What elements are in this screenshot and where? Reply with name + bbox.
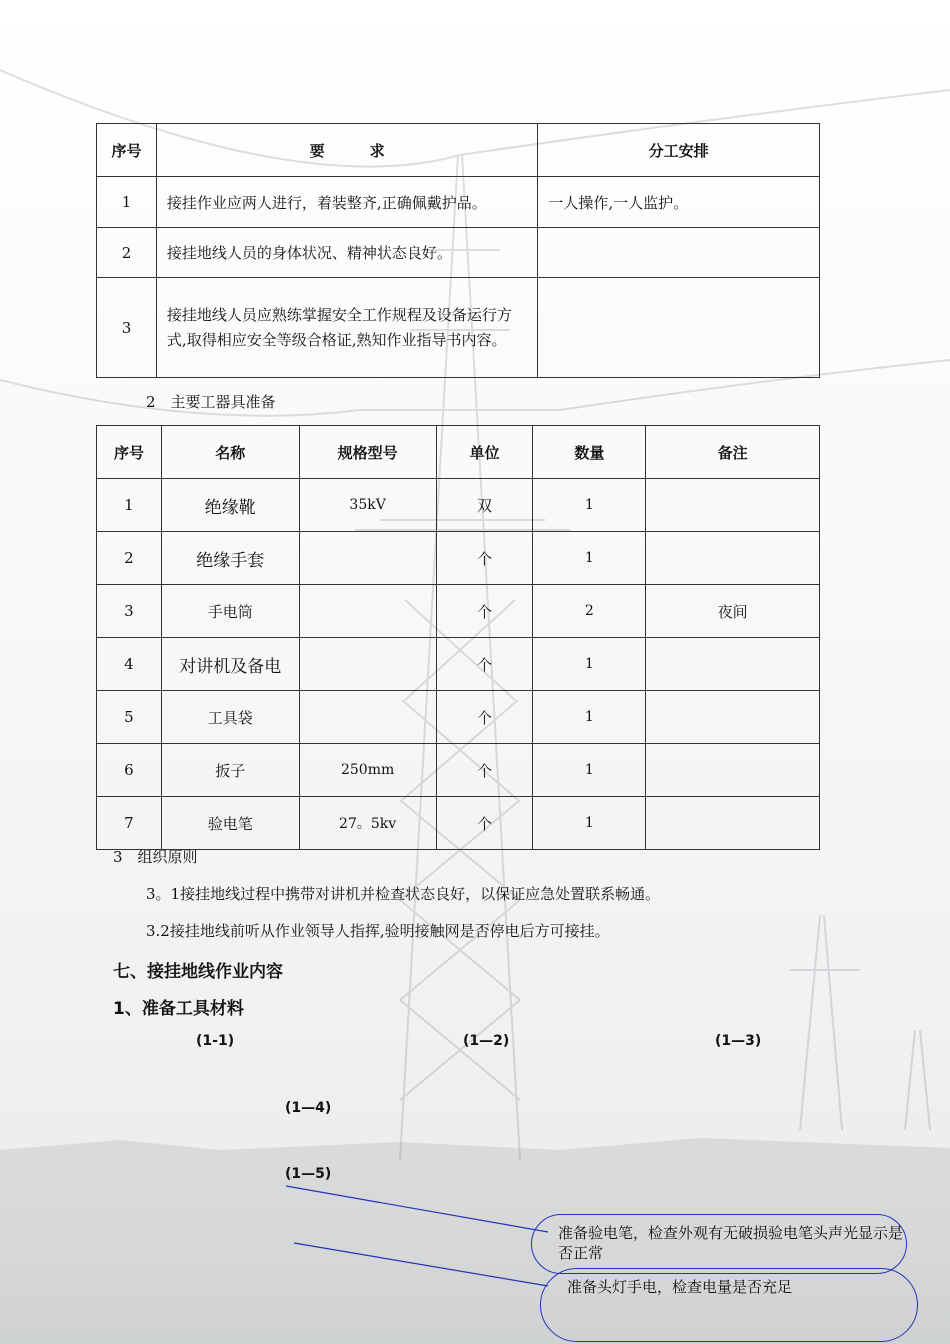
figure-label-1-5: (1—5) (285, 1166, 332, 1182)
row-unit: 个 (436, 532, 533, 585)
row-unit: 个 (436, 585, 533, 638)
col-header-qty: 数量 (533, 426, 646, 479)
row-num: 4 (97, 638, 162, 691)
row-qty: 1 (533, 744, 646, 797)
row-unit: 个 (436, 744, 533, 797)
row-qty: 1 (533, 638, 646, 691)
col-header-name: 名称 (161, 426, 299, 479)
row-name: 绝缘靴 (161, 479, 299, 532)
row-requirement: 接挂地线人员的身体状况、精神状态良好。 (156, 228, 537, 278)
row-name: 绝缘手套 (161, 532, 299, 585)
heading-section-7: 七、接挂地线作业内容 (113, 962, 283, 982)
callout-text: 准备验电笔，检查外观有无破损验电笔头声光显示是否正常 (558, 1224, 904, 1262)
col-header-requirement: 要 求 (156, 124, 537, 177)
row-spec: 250mm (299, 744, 436, 797)
col-header-seq: 序号 (97, 124, 157, 177)
figure-label-1-2: (1—2) (463, 1033, 510, 1049)
row-name: 工具袋 (161, 691, 299, 744)
row-num: 7 (97, 797, 162, 850)
row-unit: 个 (436, 797, 533, 850)
section-2-title: 2 主要工器具准备 (146, 393, 276, 411)
callout-flashlight-check (540, 1268, 918, 1342)
row-qty: 1 (533, 479, 646, 532)
row-num: 5 (97, 691, 162, 744)
row-qty: 1 (533, 532, 646, 585)
row-num: 1 (97, 479, 162, 532)
col-header-seq: 序号 (97, 426, 162, 479)
row-qty: 1 (533, 797, 646, 850)
callout-line-2 (294, 1243, 548, 1286)
row-num: 2 (97, 532, 162, 585)
row-unit: 个 (436, 638, 533, 691)
col-header-assignment: 分工安排 (538, 124, 820, 177)
row-name: 对讲机及备电 (161, 638, 299, 691)
row-spec: 35kV (299, 479, 436, 532)
row-spec: 27。5kv (299, 797, 436, 850)
row-name: 扳子 (161, 744, 299, 797)
row-requirement: 接挂作业应两人进行，着装整齐,正确佩戴护品。 (156, 177, 537, 228)
principle-3-2: 3.2接挂地线前听从作业领导人指挥,验明接触网是否停电后方可接挂。 (146, 922, 610, 940)
col-header-spec: 规格型号 (299, 426, 436, 479)
row-qty: 2 (533, 585, 646, 638)
row-assignment: 一人操作,一人监护。 (538, 177, 820, 228)
section-3-title: 3 组织原则 (113, 848, 198, 866)
callout-pen-check (531, 1214, 907, 1274)
row-num: 3 (97, 278, 157, 378)
row-name: 验电笔 (161, 797, 299, 850)
col-header-unit: 单位 (436, 426, 533, 479)
row-requirement: 接挂地线人员应熟练掌握安全工作规程及设备运行方式,取得相应安全等级合格证,熟知作业指导书内容。 (156, 278, 537, 378)
row-qty: 1 (533, 691, 646, 744)
row-num: 1 (97, 177, 157, 228)
row-num: 3 (97, 585, 162, 638)
callout-text: 准备头灯手电，检查电量是否充足 (567, 1278, 793, 1296)
figure-label-1-3: (1—3) (715, 1033, 762, 1049)
heading-prepare-tools: 1、准备工具材料 (113, 999, 244, 1019)
principle-3-1: 3。1接挂地线过程中携带对讲机并检查状态良好，以保证应急处置联系畅通。 (146, 885, 661, 903)
figure-label-1-1: (1-1) (196, 1033, 235, 1049)
row-name: 手电筒 (161, 585, 299, 638)
row-unit: 双 (436, 479, 533, 532)
col-header-note: 备注 (646, 426, 820, 479)
callout-line-1 (286, 1186, 548, 1232)
row-num: 2 (97, 228, 157, 278)
row-num: 6 (97, 744, 162, 797)
row-unit: 个 (436, 691, 533, 744)
figure-label-1-4: (1—4) (285, 1100, 332, 1116)
row-note: 夜间 (646, 585, 820, 638)
